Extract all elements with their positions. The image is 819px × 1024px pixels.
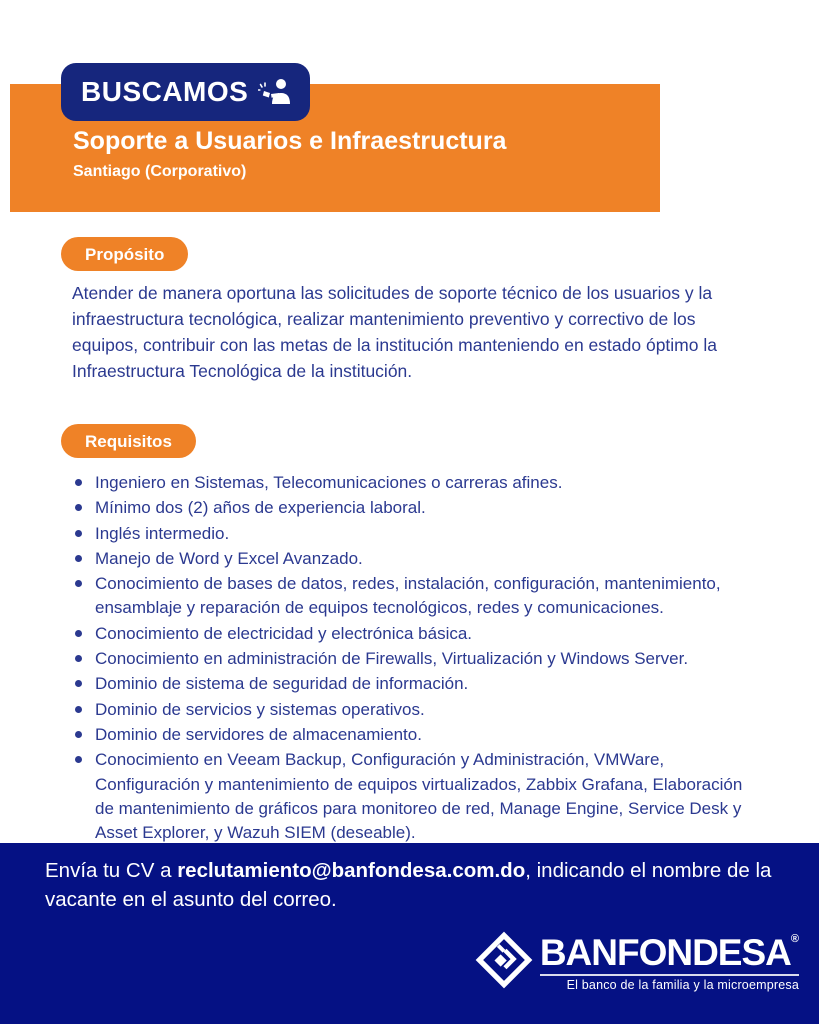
requirement-text: Manejo de Word y Excel Avanzado. [95,548,363,568]
job-title: Soporte a Usuarios e Infraestructura [73,127,507,155]
requisitos-pill: Requisitos [61,424,196,458]
proposito-pill: Propósito [61,237,188,271]
requirement-item [72,496,752,520]
requirement-text: Dominio de sistema de seguridad de información. [95,674,469,694]
job-location: Santiago (Corporativo) [73,163,247,180]
banfondesa-diamond-icon [475,931,533,994]
requirement-item [72,748,752,845]
requirement-item [72,572,752,621]
requirement-item [72,723,752,747]
buscamos-badge [61,63,310,121]
logo-tagline: El banco de la familia y la microempresa [566,977,799,992]
requirement-text: Dominio de servidores de almacenamiento. [95,724,422,744]
requirement-text: Conocimiento en administración de Firewalls, Virtualización y Windows Server. [95,649,689,669]
requisitos-list [72,471,752,846]
requirement-text: Conocimiento en Veeam Backup, Configuración y Administración, VMWare, Configuración y mantenimiento de equipos virtualizados, Zabbix Grafana, Elaboración de mantenimiento de gráficos para monitoreo de red, Manage Engine, Service Desk y Asset Explorer, y Wazuh SIEM (deseable). [95,750,743,843]
footer-band [0,843,819,1024]
proposito-paragraph: Atender de manera oportuna las solicitudes de soporte técnico de los usuarios y la infraestructura tecnológica, realizar mantenimiento preventivo y correctivo de los equipos, contribuir con las metas de la institución manteniendo en estado óptimo la Infraestructura Tecnológica de la institución. [72,283,717,381]
logo-wordmark: BANFONDESA® [539,931,799,973]
bullet-dot [75,706,82,713]
bullet-dot [75,555,82,562]
requirement-text: Conocimiento de electricidad y electrónica básica. [95,623,473,643]
bullet-dot [75,756,82,763]
megaphone-person-icon [258,77,292,107]
bullet-dot [75,655,82,662]
requirement-text: Ingeniero en Sistemas, Telecomunicaciones o carreras afines. [95,473,563,492]
cv-prefix: Envía tu CV a [45,859,178,882]
requirement-item [72,647,752,671]
cv-suffix: , indicando el nombre de la vacante en el asunto del correo. [45,859,772,911]
bullet-dot [75,630,82,637]
requirement-text: Conocimiento de bases de datos, redes, instalación, configuración, mantenimiento, ensamblaje y reparación de equipos tecnológicos, redes y comunicaciones. [95,574,721,618]
requirement-text: Inglés intermedio. [95,523,230,543]
buscamos-label: BUSCAMOS [81,76,249,107]
requirement-item [72,698,752,722]
bullet-dot [75,530,82,537]
bullet-dot [75,479,82,486]
bullet-dot [75,580,82,587]
requirement-item [72,471,752,495]
bullet-dot [75,680,82,687]
requirement-item [72,672,752,696]
cv-instructions [45,856,785,914]
bullet-dot [75,504,82,511]
requirement-item [72,622,752,646]
requirement-text: Dominio de servicios y sistemas operativos. [95,699,425,719]
banfondesa-logo [475,931,799,994]
requirement-item [72,547,752,571]
requirement-text: Mínimo dos (2) años de experiencia laboral. [95,498,426,518]
logo-rule [540,974,799,976]
requirement-item [72,522,752,546]
cv-email: reclutamiento@banfondesa.com.do [177,859,526,882]
registered-mark: ® [790,932,799,945]
bullet-dot [75,731,82,738]
logo-text-block [539,931,799,992]
